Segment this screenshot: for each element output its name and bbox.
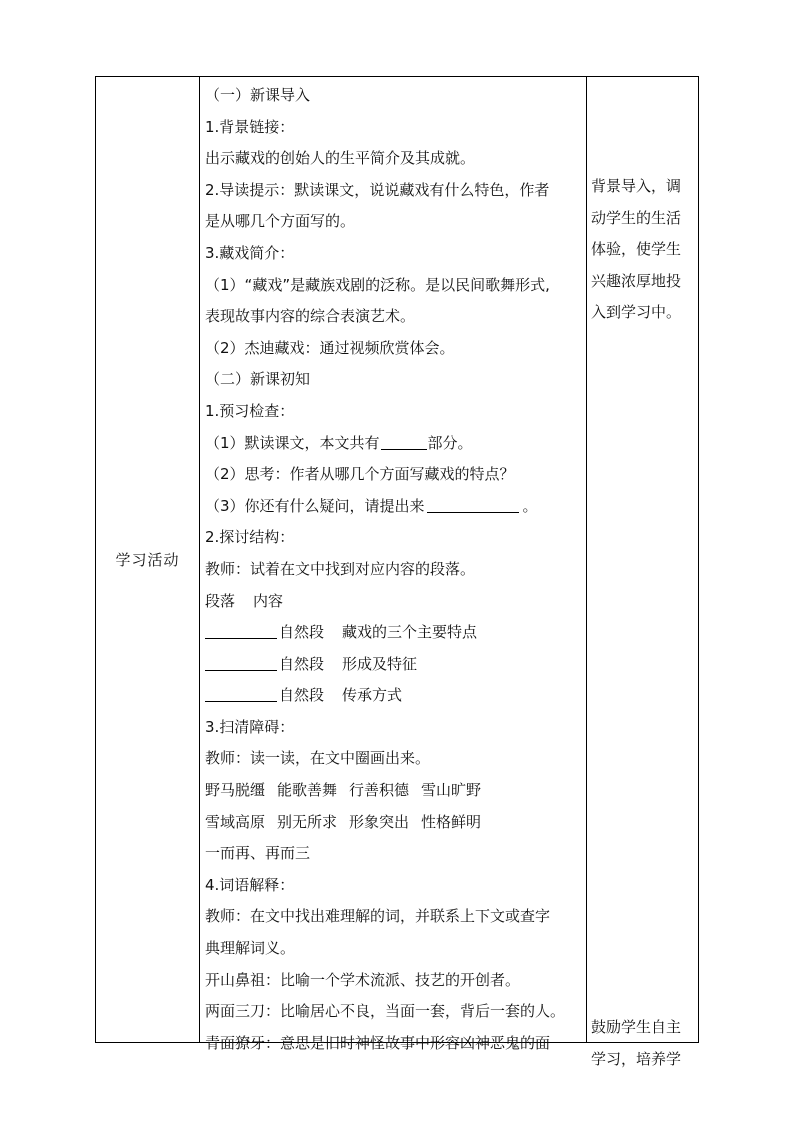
preview-question-1: （1）默读课文，本文共有 部分。 bbox=[205, 428, 583, 460]
section-heading: （一）新课导入 bbox=[205, 86, 311, 104]
text-line: 典理解词义。 bbox=[205, 939, 296, 958]
structure-row: 自然段 藏戏的三个主要特点 bbox=[205, 617, 583, 649]
item-heading: 2.探讨结构： bbox=[205, 528, 295, 547]
text-line: （1）“藏戏”是藏族戏剧的泛称。是以民间歌舞形式, bbox=[205, 275, 550, 294]
item-heading: 1.预习检查： bbox=[205, 401, 295, 420]
text-line: 教师：读一读，在文中圈画出来。 bbox=[205, 749, 431, 768]
item-heading: 2.导读提示：默读课文，说说藏戏有什么特色，作者 bbox=[205, 180, 550, 199]
preview-question-3: （3）你还有什么疑问，请提出来 。 bbox=[205, 491, 583, 523]
fill-blank bbox=[381, 431, 427, 450]
text-line: 表现故事内容的综合表演艺术。 bbox=[205, 307, 416, 326]
fill-blank bbox=[205, 652, 277, 671]
design-intent-2: 鼓励学生自主 学习，培养学 bbox=[591, 1018, 682, 1068]
item-heading: 3.扫清障碍： bbox=[205, 717, 295, 736]
structure-header: 段落 内容 bbox=[205, 591, 284, 610]
word-list: 雪域高原 别无所求 形象突出 性格鲜明 bbox=[205, 812, 482, 831]
definition-line: 两面三刀：比喻居心不良，当面一套，背后一套的人。 bbox=[205, 1002, 566, 1021]
text-line: 出示藏戏的创始人的生平简介及其成就。 bbox=[205, 149, 476, 168]
definition-line: 开山鼻祖：比喻一个学术流派、技艺的开创者。 bbox=[205, 970, 521, 989]
text-line: （2）思考：作者从哪几个方面写藏戏的特点？ bbox=[205, 465, 515, 484]
item-heading: 4.词语解释： bbox=[205, 875, 295, 894]
table-divider bbox=[199, 76, 200, 1043]
section-heading: （二）新课初知 bbox=[205, 370, 311, 389]
table-divider bbox=[586, 76, 587, 1043]
fill-blank bbox=[427, 494, 519, 513]
definition-line: 青面獠牙：意思是旧时神怪故事中形容凶神恶鬼的面 bbox=[205, 1033, 551, 1052]
text-line: 教师：在文中找出难理解的词，并联系上下文或查字 bbox=[205, 907, 551, 926]
text-line: 教师：试着在文中找到对应内容的段落。 bbox=[205, 559, 476, 578]
item-heading: 3.藏戏简介： bbox=[205, 243, 295, 262]
item-heading: 1.背景链接： bbox=[205, 117, 295, 136]
text-line: （2）杰迪藏戏：通过视频欣赏体会。 bbox=[205, 338, 455, 357]
structure-row: 自然段 形成及特征 bbox=[205, 649, 583, 681]
row-label: 学习活动 bbox=[115, 551, 180, 569]
fill-blank bbox=[205, 683, 277, 702]
text-line: 一而再、再而三 bbox=[205, 844, 311, 863]
activity-content bbox=[205, 80, 583, 1059]
structure-row: 自然段 传承方式 bbox=[205, 680, 583, 712]
fill-blank bbox=[205, 620, 277, 639]
text-line: 是从哪几个方面写的。 bbox=[205, 212, 356, 231]
design-intent-1: 背景导入，调 动学生的生活 体验，使学生 兴趣浓厚地投 入到学习中。 bbox=[591, 177, 682, 322]
word-list: 野马脱缰 能歌善舞 行善积德 雪山旷野 bbox=[205, 781, 482, 800]
